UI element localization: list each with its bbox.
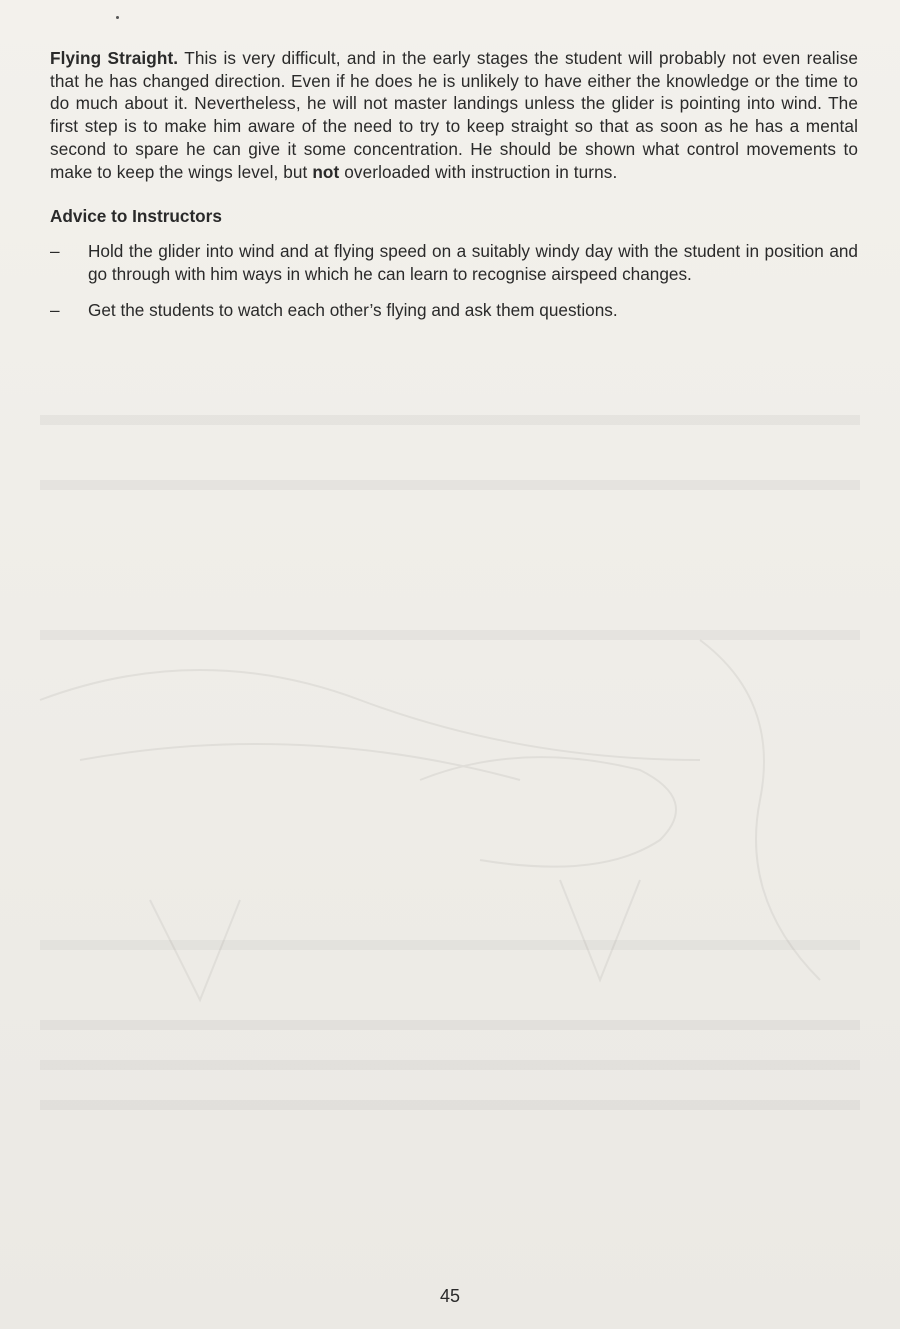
dash-marker: – [50,300,60,321]
print-speck [116,16,119,19]
page-number: 45 [439,1286,461,1306]
advice-heading: Advice to Instructors [50,206,222,227]
flying-straight-paragraph [50,47,858,183]
page-content [50,47,858,336]
flying-straight-text: This is very difficult, and in the early stages the student will probably not even realise that he has changed direction. Even if he does he is unlikely to have either the knowledge or the time to do much about it. Nevertheless, he will not master landings unless the glider is pointing into wind. The first step is to make him aware of the need to try to keep straight so that as soon as he has a mental second to spare he can give it some concentration. He should be shown what control movements to make to keep the wings level, but [50,48,858,182]
flying-straight-text-end: overloaded with instruction in turns. [344,161,618,182]
flying-straight-heading: Flying Straight. [50,48,179,68]
advice-item [50,299,858,322]
advice-item-text: Hold the glider into wind and at flying speed on a suitably windy day with the student in position and go through with him ways in which he can learn to recognise airspeed changes. [88,240,858,284]
advice-item-text: Get the students to watch each other’s flying and ask them questions. [88,300,618,321]
emphasis-not: not [312,161,340,182]
advice-list [50,240,858,322]
advice-item [50,240,858,285]
dash-marker: – [50,240,60,261]
